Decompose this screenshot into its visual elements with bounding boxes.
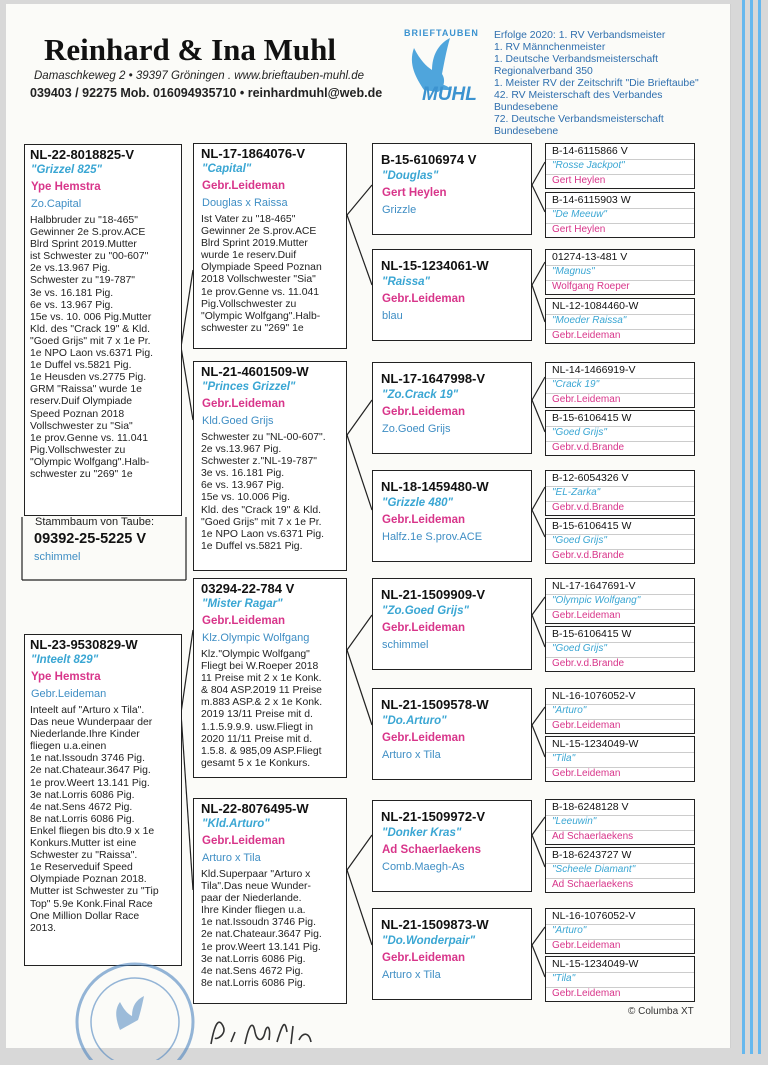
gen4-name: "Crack 19"	[552, 379, 600, 390]
ggp-name: "Raissa"	[382, 276, 430, 288]
grandparent-name: "Princes Grizzel"	[202, 381, 296, 393]
grandparent-breeder: Gebr.Leideman	[202, 835, 286, 847]
ggp-breeder: Gebr.Leideman	[382, 293, 466, 305]
sire-description: Halbbruder zu "18-465" Gewinner 2e S.prov.ACE Blrd Sprint 2019.Mutter ist Schwester zu "00-607" 2e vs.13.967 Pig. Schwester zu "19-787" 3e vs. 16.181 Pig. 6e vs. 13.967 Pig. 15e vs. 10. 006 Pig.Mutter Kld. des "Crack 19" & Kld. "Goed Grijs" mit 7 x 1e Pr. 1e NPO Laon vs.6371 Pig. 1e Duffel vs.5821 Pig. 1e Heusden vs.2775 Pig. GRM "Raissa" wurde 1e reserv.Duif Olympiade Speed Poznan 2018 Vollschwester zu "Sia" 1e prov.Genne vs. 11.041 Pig.Vollschwester zu "Olympic Wolfgang".Halb- schwester zu "269" 1e	[30, 215, 154, 480]
header-address: Damaschkeweg 2 • 39397 Gröningen . www.brieftauben-muhl.de	[34, 70, 365, 82]
grandparent-name: "Kld.Arturo"	[202, 818, 270, 830]
gen4-name: "De Meeuw"	[552, 209, 607, 220]
gen4-ring-number: NL-15-1234049-W	[552, 738, 639, 750]
ggp-breeder: Gebr.Leideman	[382, 514, 466, 526]
ggp-name: "Douglas"	[382, 170, 439, 182]
dam-description: Inteelt auf "Arturo x Tila". Das neue Wunderpaar der Niederlande.Ihre Kinder fliegen u.a.einen 1e nat.Issoudn 3746 Pig. 2e nat.Chateaur.3647 Pig. 1e prov.Weert 13.141 Pig. 3e nat.Lorris 6086 Pig. 4e nat.Sens 4672 Pig. 8e nat.Lorris 6086 Pig. Enkel fliegen bis dto.9 x 1e Konkurs.Mutter ist eine Schwester zu "Raissa". 1e Reserveduif Speed Olympiade Poznan 2018. Mutter ist Schwester zu "Tip Top" 5.9e Konk.Final Race One Million Dollar Race 2013.	[30, 705, 159, 934]
grandparent-description: Kld.Superpaar "Arturo x Tila".Das neue Wunder- paar der Niederlande. Ihre Kinder fliegen u.a. 1e nat.Issoudn 3746 Pig. 2e nat.Chateaur.3647 Pig. 1e prov.Weert 13.141 Pig. 3e nat.Lorris 6086 Pig. 4e nat.Sens 4672 Pig. 8e nat.Lorris 6086 Pig.	[201, 869, 322, 989]
gen4-name: "EL-Zarka"	[552, 487, 601, 498]
ggp-origin: schimmel	[382, 639, 429, 651]
ggp-origin: Arturo x Tila	[382, 969, 441, 981]
page-title: Reinhard & Ina Muhl	[44, 32, 336, 67]
grandparent-breeder: Gebr.Leideman	[202, 398, 286, 410]
ggp-breeder: Gebr.Leideman	[382, 622, 466, 634]
grandparent-card	[193, 798, 347, 1004]
gen4-card	[545, 410, 695, 456]
copyright-notice: © Columba XT	[628, 1006, 694, 1017]
ggp-breeder: Gebr.Leideman	[382, 952, 466, 964]
sire-card	[24, 144, 182, 516]
ggp-ring-number: NL-15-1234061-W	[381, 258, 489, 273]
ggp-ring-number: NL-17-1647998-V	[381, 371, 486, 386]
dam-origin: Gebr.Leideman	[31, 688, 107, 700]
gen4-ring-number: NL-16-1076052-V	[552, 690, 636, 702]
ggp-breeder: Gert Heylen	[382, 187, 447, 199]
subject-ring-number: 09392-25-5225 V	[34, 531, 147, 547]
grandparent-card	[193, 143, 347, 349]
gen4-name: "Magnus"	[552, 266, 595, 277]
grandparent-description: Ist Vater zu "18-465" Gewinner 2e S.prov.ACE Blrd Sprint 2019.Mutter wurde 1e reserv.Duif Olympiade Speed Poznan 2018 Vollschwester "Sia" 1e prov.Genne vs. 11.041 Pig.Vollschwester zu "Olympic Wolfgang".Halb- schwester zu "269" 1e	[201, 214, 322, 334]
dam-ring-number: NL-23-9530829-W	[30, 637, 138, 652]
gen4-card	[545, 578, 695, 624]
gen4-ring-number: NL-12-1084460-W	[552, 300, 639, 312]
gen4-ring-number: NL-16-1076052-V	[552, 910, 636, 922]
gen4-name: "Arturo"	[552, 705, 587, 716]
gen4-name: "Goed Grijs"	[552, 535, 607, 546]
grandparent-name: "Capital"	[202, 163, 252, 175]
sire-name: "Grizzel 825"	[31, 164, 102, 176]
gen4-card	[545, 298, 695, 344]
gen4-ring-number: 01274-13-481 V	[552, 251, 628, 263]
dam-card	[24, 634, 182, 966]
gen4-card	[545, 192, 695, 238]
ggp-breeder: Ad Schaerlaekens	[382, 844, 482, 856]
ggp-name: "Zo.Goed Grijs"	[382, 605, 469, 617]
gen4-ring-number: NL-14-1466919-V	[552, 364, 636, 376]
gen4-ring-number: B-15-6106415 W	[552, 412, 632, 424]
gen4-breeder: Gebr.Leideman	[552, 940, 621, 951]
ggp-ring-number: NL-18-1459480-W	[381, 479, 489, 494]
ggp-ring-number: NL-21-1509873-W	[381, 917, 489, 932]
logo-wordmark: MUHL	[422, 84, 477, 105]
gen4-ring-number: B-14-6115903 W	[552, 194, 631, 206]
grandparent-card	[193, 361, 347, 571]
grandparent-ring-number: NL-17-1864076-V	[201, 146, 306, 161]
grandparent-description: Klz."Olympic Wolfgang" Fliegt bei W.Roeper 2018 11 Preise mit 2 x 1e Konk. & 804 ASP.2019 11 Preise m.883 ASP.& 2 x 1e Konk. 2019 13/11 Preise mit d. 1.1.5.9.9.9. usw.Fliegt in 2020 11/11 Preise mit d. 1.5.8. & 985,09 ASP.Fliegt gesamt 5 x 1e Konkurs.	[201, 649, 323, 769]
grandparent-ring-number: NL-22-8076495-W	[201, 801, 309, 816]
ggp-ring-number: NL-21-1509578-W	[381, 697, 489, 712]
great-grandparent-card	[372, 578, 532, 670]
header-contact: 039403 / 92275 Mob. 016094935710 • reinhardmuhl@web.de	[30, 86, 383, 100]
great-grandparent-card	[372, 470, 532, 562]
great-grandparent-card	[372, 800, 532, 892]
grandparent-breeder: Gebr.Leideman	[202, 615, 286, 627]
stamp-seal-icon	[70, 950, 200, 1060]
subject-label: Stammbaum von Taube:	[32, 516, 157, 528]
gen4-breeder: Gebr.Leideman	[552, 610, 621, 621]
gen4-breeder: Gebr.v.d.Brande	[552, 550, 625, 561]
gen4-breeder: Gebr.Leideman	[552, 720, 621, 731]
sire-ring-number: NL-22-8018825-V	[30, 147, 135, 162]
ggp-origin: Comb.Maegh-As	[382, 861, 465, 873]
gen4-breeder: Ad Schaerlaekens	[552, 831, 634, 842]
ggp-name: "Donker Kras"	[382, 827, 462, 839]
sire-origin: Zo.Capital	[31, 198, 82, 210]
gen4-breeder: Gebr.Leideman	[552, 330, 621, 341]
dam-name: "Inteelt 829"	[31, 654, 99, 666]
ggp-ring-number: B-15-6106974 V	[381, 152, 477, 167]
great-grandparent-card	[372, 143, 532, 235]
ggp-name: "Do.Arturo"	[382, 715, 447, 727]
gen4-card	[545, 908, 695, 954]
subject-color: schimmel	[34, 551, 81, 563]
grandparent-name: "Mister Ragar"	[202, 598, 283, 610]
grandparent-origin: Arturo x Tila	[202, 852, 261, 864]
gen4-name: "Rosse Jackpot"	[552, 160, 625, 171]
gen4-breeder: Gebr.v.d.Brande	[552, 502, 625, 513]
gen4-breeder: Gert Heylen	[552, 224, 606, 235]
ggp-origin: Halfz.1e S.prov.ACE	[382, 531, 483, 543]
gen4-breeder: Gebr.v.d.Brande	[552, 658, 625, 669]
ggp-origin: Zo.Goed Grijs	[382, 423, 451, 435]
gen4-card	[545, 143, 695, 189]
grandparent-origin: Kld.Goed Grijs	[202, 415, 274, 427]
gen4-ring-number: B-15-6106415 W	[552, 628, 632, 640]
gen4-name: "Tila"	[552, 753, 576, 764]
signature	[205, 1012, 345, 1052]
ggp-name: "Grizzle 480"	[382, 497, 453, 509]
gen4-card	[545, 956, 695, 1002]
gen4-ring-number: B-18-6243727 W	[552, 849, 632, 861]
great-grandparent-card	[372, 908, 532, 1000]
ggp-breeder: Gebr.Leideman	[382, 732, 466, 744]
gen4-card	[545, 688, 695, 734]
gen4-breeder: Ad Schaerlaekens	[552, 879, 634, 890]
gen4-card	[545, 518, 695, 564]
gen4-breeder: Gebr.Leideman	[552, 988, 621, 999]
gen4-card	[545, 470, 695, 516]
grandparent-breeder: Gebr.Leideman	[202, 180, 286, 192]
gen4-name: "Goed Grijs"	[552, 643, 607, 654]
ggp-name: "Zo.Crack 19"	[382, 389, 459, 401]
gen4-card	[545, 626, 695, 672]
grandparent-description: Schwester zu "NL-00-607". 2e vs.13.967 Pig. Schwester z."NL-19-787" 3e vs. 16.181 Pig. 6e vs. 13.967 Pig. 15e vs. 10.006 Pig. Kld. des "Crack 19" & Kld. "Goed Grijs" mit 7 x 1e Pr. 1e NPO Laon vs.6371 Pig. 1e Duffel vs.5821 Pig.	[201, 432, 326, 552]
great-grandparent-card	[372, 688, 532, 780]
gen4-name: "Tila"	[552, 973, 576, 984]
gen4-name: "Leeuwin"	[552, 816, 597, 827]
signature-icon	[205, 1012, 345, 1052]
great-grandparent-card	[372, 362, 532, 454]
ggp-origin: blau	[382, 310, 403, 322]
club-stamp	[70, 950, 200, 1060]
gen4-ring-number: B-12-6054326 V	[552, 472, 629, 484]
gen4-name: "Scheele Diamant"	[552, 864, 636, 875]
gen4-ring-number: B-18-6248128 V	[552, 801, 629, 813]
ggp-ring-number: NL-21-1509972-V	[381, 809, 486, 824]
sire-breeder: Ype Hemstra	[31, 181, 101, 193]
gen4-breeder: Gebr.Leideman	[552, 394, 621, 405]
ggp-name: "Do.Wonderpair"	[382, 935, 476, 947]
ggp-origin: Grizzle	[382, 204, 417, 216]
gen4-ring-number: B-15-6106415 W	[552, 520, 632, 532]
logo-arc-text: BRIEFTAUBEN	[404, 28, 479, 38]
gen4-name: "Moeder Raissa"	[552, 315, 627, 326]
gen4-card	[545, 736, 695, 782]
gen4-name: "Arturo"	[552, 925, 587, 936]
gen4-ring-number: B-14-6115866 V	[552, 145, 628, 157]
achievements-list: Erfolge 2020: 1. RV Verbandsmeister 1. RV Männchenmeister 1. Deutsche Verbandsmeisterschaft Regionalverband 350 1. Meister RV der Zeitschrift "Die Brieftaube" 42. RV Meisterschaft des Verbandes Bundesebene 72. Deutsche Verbandsmeisterschaft Bundesebene	[494, 30, 699, 137]
gen4-name: "Goed Grijs"	[552, 427, 607, 438]
gen4-breeder: Gebr.Leideman	[552, 768, 621, 779]
grandparent-ring-number: 03294-22-784 V	[201, 581, 295, 596]
gen4-breeder: Gebr.v.d.Brande	[552, 442, 625, 453]
gen4-breeder: Gert Heylen	[552, 175, 606, 186]
grandparent-origin: Klz.Olympic Wolfgang	[202, 632, 310, 644]
gen4-ring-number: NL-15-1234049-W	[552, 958, 639, 970]
grandparent-card	[193, 578, 347, 778]
ggp-origin: Arturo x Tila	[382, 749, 441, 761]
gen4-name: "Olympic Wolfgang"	[552, 595, 641, 606]
gen4-card	[545, 847, 695, 893]
great-grandparent-card	[372, 249, 532, 341]
gen4-card	[545, 249, 695, 295]
gen4-breeder: Wolfgang Roeper	[552, 281, 630, 292]
ggp-ring-number: NL-21-1509909-V	[381, 587, 486, 602]
ggp-breeder: Gebr.Leideman	[382, 406, 466, 418]
gen4-ring-number: NL-17-1647691-V	[552, 580, 636, 592]
dam-breeder: Ype Hemstra	[31, 671, 101, 683]
gen4-card	[545, 799, 695, 845]
gen4-card	[545, 362, 695, 408]
grandparent-origin: Douglas x Raissa	[202, 197, 288, 209]
grandparent-ring-number: NL-21-4601509-W	[201, 364, 309, 379]
